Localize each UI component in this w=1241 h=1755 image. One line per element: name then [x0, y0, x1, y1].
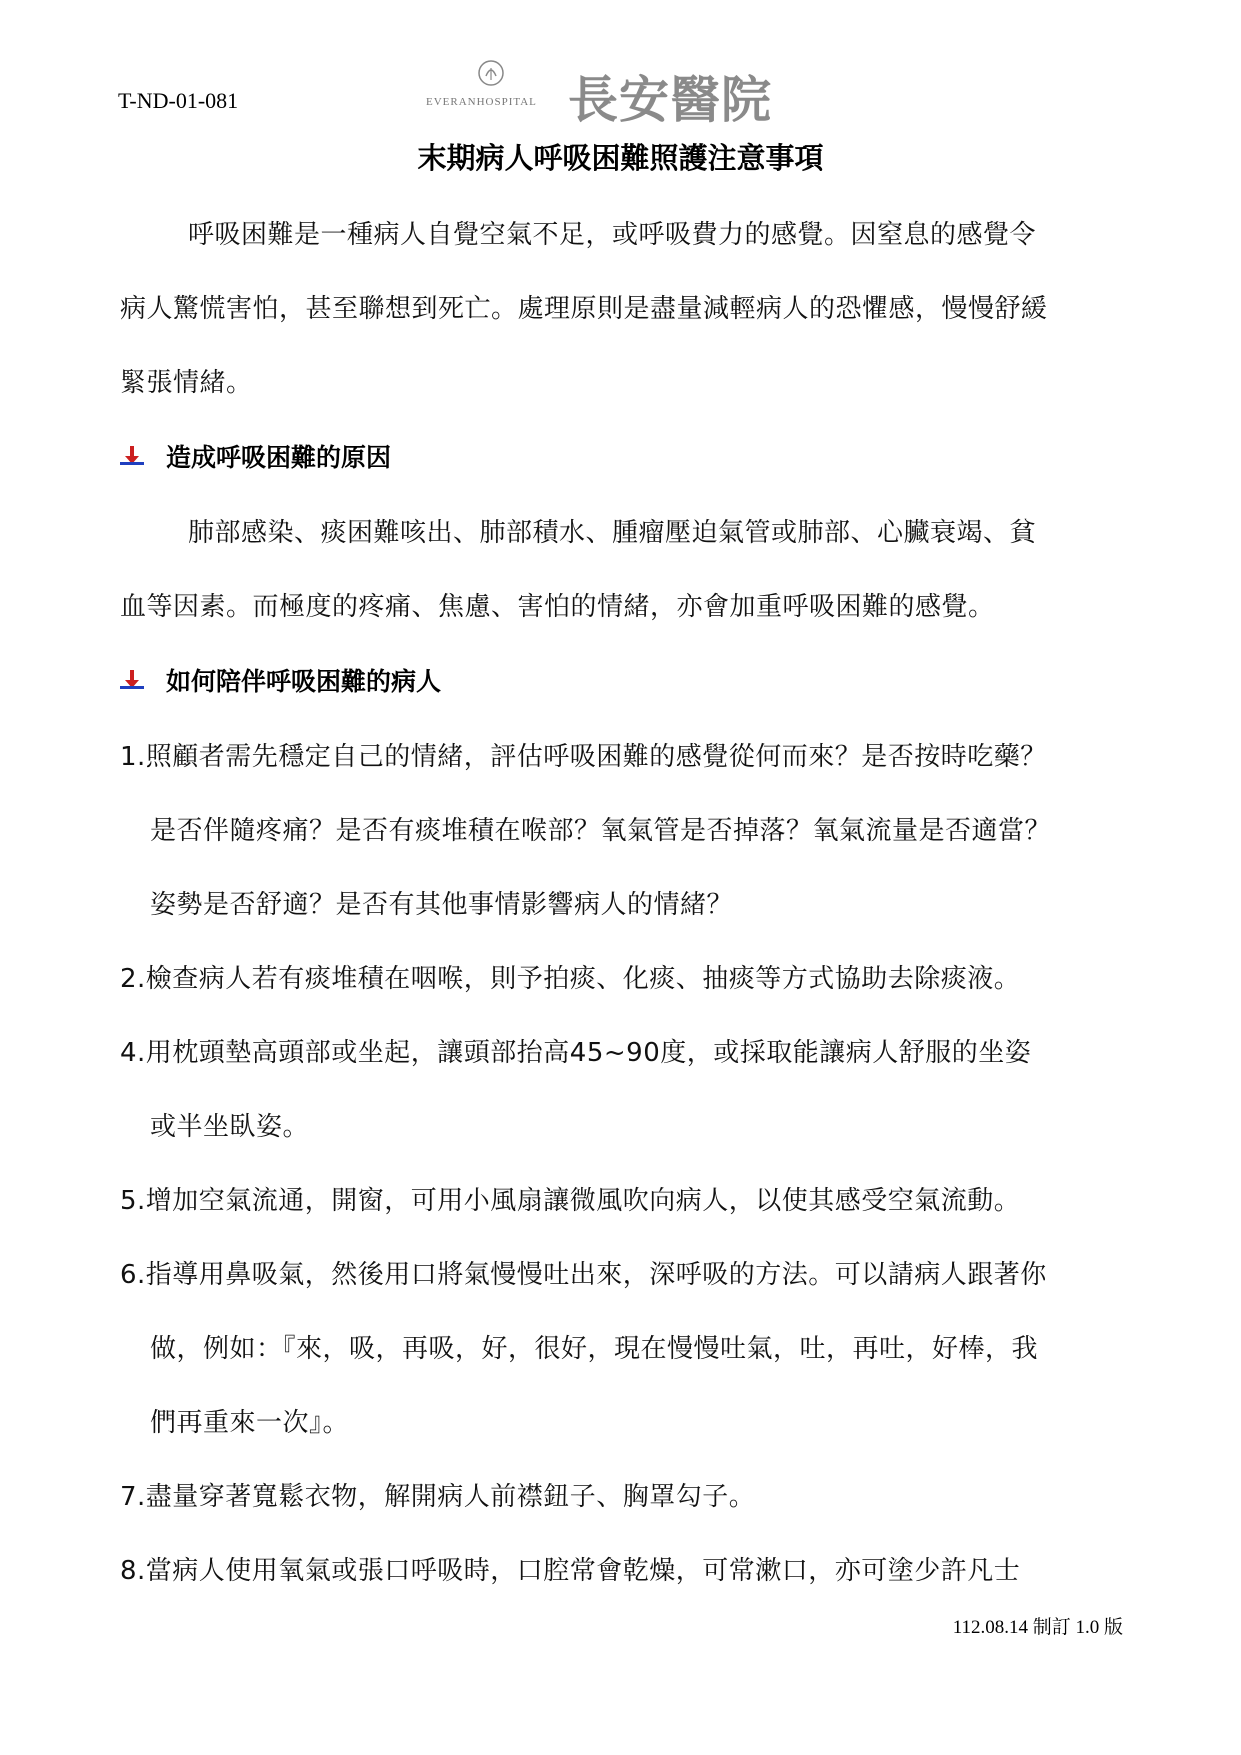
care-step: 2.檢查病人若有痰堆積在咽喉，則予拍痰、化痰、抽痰等方式協助去除痰液。 [120, 964, 1021, 994]
intro-line: 病人驚慌害怕，甚至聯想到死亡。處理原則是盡量減輕病人的恐懼感，慢慢舒緩 [120, 294, 1048, 324]
hospital-logo [426, 58, 826, 129]
care-step-continued: 們再重來一次』。 [150, 1408, 350, 1438]
section-heading-text: 如何陪伴呼吸困難的病人 [166, 667, 442, 696]
revision-footer: 112.08.14 制訂 1.0 版 [952, 1617, 1123, 1638]
intro-line: 呼吸困難是一種病人自覺空氣不足，或呼吸費力的感覺。因窒息的感覺令 [188, 220, 1037, 250]
document-title: 末期病人呼吸困難照護注意事項 [417, 141, 824, 175]
care-step-continued: 做，例如：『來，吸，再吸，好，很好，現在慢慢吐氣，吐，再吐，好棒，我 [150, 1334, 1039, 1364]
care-step: 1.照顧者需先穩定自己的情緒，評估呼吸困難的感覺從何而來？是否按時吃藥？ [120, 742, 1047, 772]
care-step-continued: 或半坐臥姿。 [150, 1112, 310, 1142]
care-step-continued: 姿勢是否舒適？是否有其他事情影響病人的情緒？ [150, 890, 734, 920]
section-heading-text: 造成呼吸困難的原因 [166, 443, 392, 472]
care-step: 6.指導用鼻吸氣，然後用口將氣慢慢吐出來，深呼吸的方法。可以請病人跟著你 [120, 1260, 1047, 1290]
bullet-arrow-icon [120, 668, 144, 692]
care-step: 5.增加空氣流通，開窗，可用小風扇讓微風吹向病人，以使其感受空氣流動。 [120, 1186, 1021, 1216]
causes-line: 肺部感染、痰困難咳出、肺部積水、腫瘤壓迫氣管或肺部、心臟衰竭、貧 [188, 518, 1037, 548]
care-step: 8.當病人使用氧氣或張口呼吸時，口腔常會乾燥，可常漱口，亦可塗少許凡士 [120, 1556, 1021, 1586]
logo-chinese-name: 長安醫院 [568, 71, 772, 129]
section-heading-causes [120, 438, 391, 474]
intro-line: 緊張情緒。 [120, 368, 253, 398]
care-step: 4.用枕頭墊高頭部或坐起，讓頭部抬高45~90度，或採取能讓病人舒服的坐姿 [120, 1038, 1032, 1068]
section-heading-companion [120, 662, 441, 698]
hospital-seal-icon [476, 58, 506, 88]
care-step-continued: 是否伴隨疼痛？是否有痰堆積在喉部？氧氣管是否掉落？氧氣流量是否適當？ [150, 816, 1052, 846]
bullet-arrow-icon [120, 444, 144, 468]
causes-line: 血等因素。而極度的疼痛、焦慮、害怕的情緒，亦會加重呼吸困難的感覺。 [120, 592, 995, 622]
logo-english-name: EVERANHOSPITAL [426, 96, 537, 108]
document-code: T-ND-01-081 [118, 88, 239, 113]
care-step: 7.盡量穿著寬鬆衣物，解開病人前襟鈕子、胸罩勾子。 [120, 1482, 756, 1512]
